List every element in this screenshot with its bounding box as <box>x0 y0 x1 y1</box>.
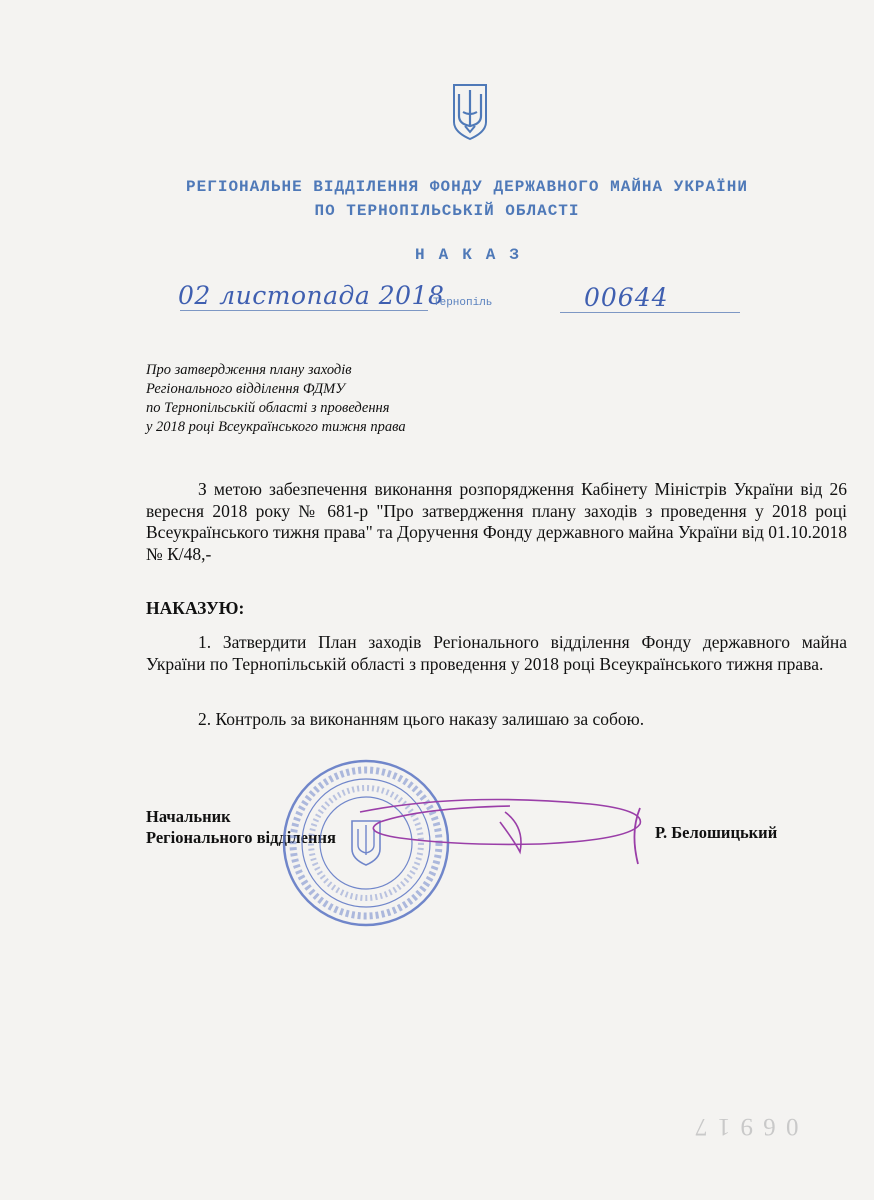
faint-back-number: 0 6 9 1 7 <box>693 1113 799 1140</box>
handwritten-number: 00644 <box>584 283 669 312</box>
organization-name-line2: ПО ТЕРНОПІЛЬСЬКІЙ ОБЛАСТІ <box>314 202 580 220</box>
handwritten-date: 02 листопада 2018 <box>178 281 445 310</box>
order-item-1: 1. Затвердити План заходів Регіонального відділення Фонду державного майна України по Тернопільській області з проведення у 2018 році Всеукраїнського тижня права. <box>146 632 847 674</box>
subject-line: по Тернопільській області з проведення <box>146 400 390 416</box>
signatory-name: Р. Белошицький <box>655 823 778 842</box>
signatory-title-line2: Регіонального відділення <box>146 828 336 847</box>
handwritten-signature <box>340 782 660 872</box>
subject-line: Регіонального відділення ФДМУ <box>146 381 345 397</box>
organization-name-line1: РЕГІОНАЛЬНЕ ВІДДІЛЕННЯ ФОНДУ ДЕРЖАВНОГО МАЙНА УКРАЇНИ <box>186 178 748 196</box>
signatory-title-line1: Начальник <box>146 807 231 826</box>
date-underline <box>180 310 428 311</box>
order-subject <box>146 361 406 437</box>
subject-line: у 2018 році Всеукраїнського тижня права <box>146 419 406 435</box>
preamble-paragraph: З метою забезпечення виконання розпорядження Кабінету Міністрів України від 26 вересня 2018 року № 681-р "Про затвердження плану заходів з проведення у 2018 році Всеукраїнського тижня права" та Доручення Фонду державного майна України від 01.10.2018 № К/48,- <box>146 479 847 564</box>
number-underline <box>560 312 740 313</box>
city-label: Тернопіль <box>433 297 493 309</box>
trident-emblem-icon <box>451 82 489 142</box>
order-word: НАКАЗУЮ: <box>146 598 245 618</box>
order-item-2: 2. Контроль за виконанням цього наказу залишаю за собою. <box>198 709 645 729</box>
subject-line: Про затвердження плану заходів <box>146 362 352 378</box>
document-type: НАКАЗ <box>415 246 534 264</box>
